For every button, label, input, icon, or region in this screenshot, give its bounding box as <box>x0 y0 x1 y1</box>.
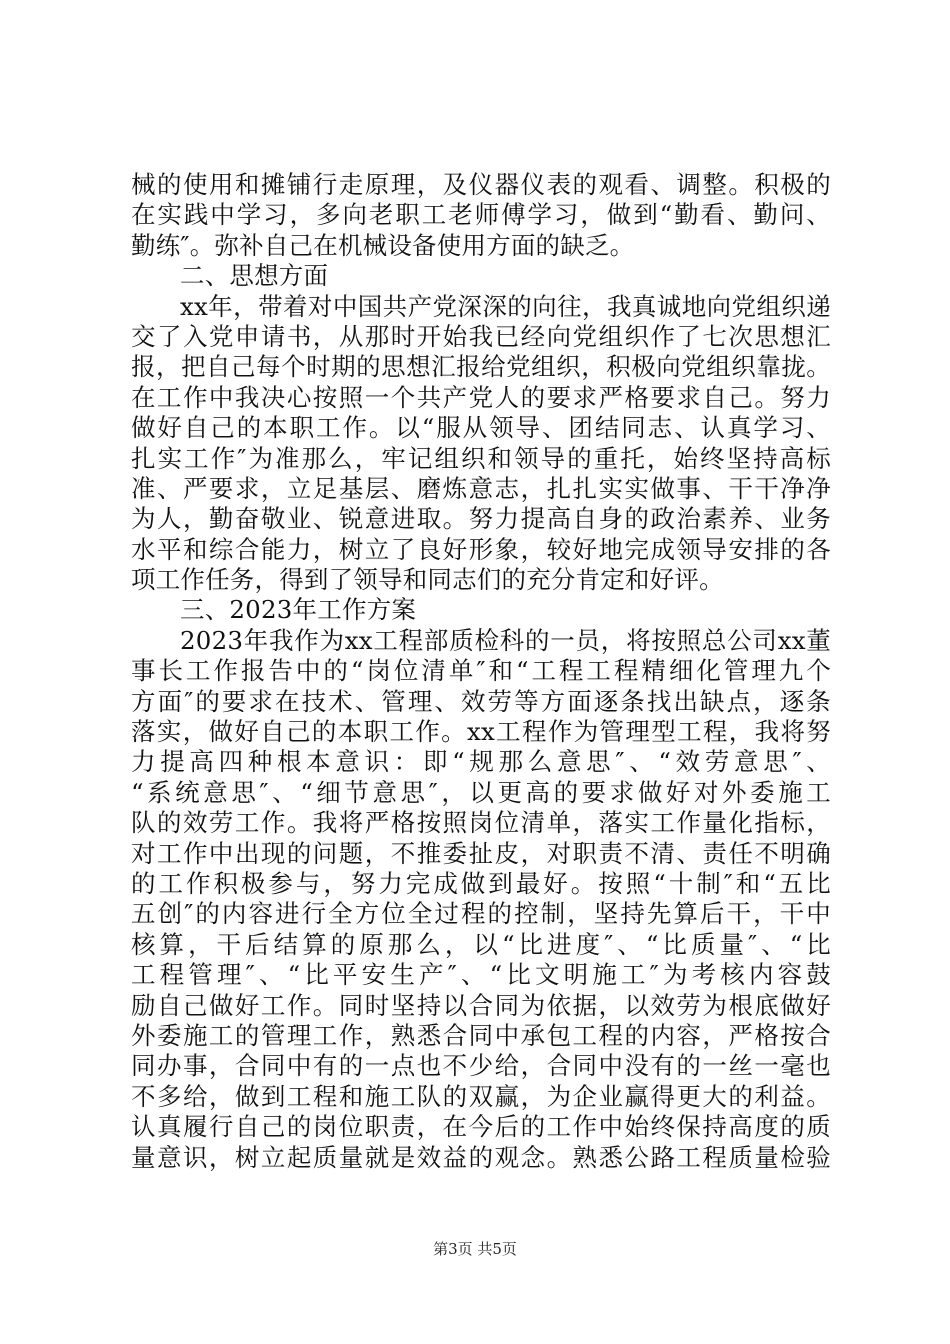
body-line: 五创″的内容进行全方位全过程的控制，坚持先算后干，干中 <box>131 899 831 929</box>
body-line: “系统意思″、“细节意思″，以更高的要求做好对外委施工 <box>131 777 831 807</box>
body-line: 认真履行自己的岗位职责，在今后的工作中始终保持高度的质 <box>131 1112 831 1142</box>
body-line: 水平和综合能力，树立了良好形象，较好地完成领导安排的各 <box>131 534 831 564</box>
page-number-footer: 第3页 共5页 <box>433 1240 517 1258</box>
body-line: 的工作积极参与，努力完成做到最好。按照“十制″和“五比 <box>131 868 831 898</box>
body-line: 核算，干后结算的原那么，以“比进度″、“比质量″、“比 <box>131 929 831 959</box>
body-line: 在实践中学习，多向老职工老师傅学习，做到“勤看、勤问、 <box>131 200 831 230</box>
body-line: 励自己做好工作。同时坚持以合同为依据，以效劳为根底做好 <box>131 990 831 1020</box>
body-line: 为人，勤奋敬业、锐意进取。努力提高自身的政治素养、业务 <box>131 504 831 534</box>
body-line: 在工作中我决心按照一个共产党人的要求严格要求自己。努力 <box>131 382 831 412</box>
body-line: 准、严要求，立足基层、磨炼意志，扎扎实实做事、干干净净 <box>131 473 831 503</box>
body-line: 工程管理″、“比平安生产″、“比文明施工″为考核内容鼓 <box>131 960 831 990</box>
body-line: 不多给，做到工程和施工队的双赢，为企业赢得更大的利益。 <box>131 1081 831 1111</box>
body-line: xx年，带着对中国共产党深深的向往，我真诚地向党组织递 <box>180 291 831 321</box>
body-line: 2023年我作为xx工程部质检科的一员，将按照总公司xx董 <box>180 625 831 655</box>
body-line: 扎实工作″为准那么，牢记组织和领导的重托，始终坚持高标 <box>131 443 831 473</box>
body-line: 方面″的要求在技术、管理、效劳等方面逐条找出缺点，逐条 <box>131 686 831 716</box>
section-heading-thought: 二、思想方面 <box>180 261 329 291</box>
body-line: 落实，做好自己的本职工作。xx工程作为管理型工程，我将努 <box>131 717 831 747</box>
body-line: 量意识，树立起质量就是效益的观念。熟悉公路工程质量检验 <box>131 1142 831 1172</box>
body-line: 械的使用和摊铺行走原理，及仪器仪表的观看、调整。积极的 <box>131 170 831 199</box>
document-body <box>131 170 831 1173</box>
body-line: 外委施工的管理工作，熟悉合同中承包工程的内容，严格按合 <box>131 1020 831 1050</box>
body-line: 做好自己的本职工作。以“服从领导、团结同志、认真学习、 <box>131 413 831 443</box>
body-line: 事长工作报告中的“岗位清单″和“工程工程精细化管理九个 <box>131 656 831 686</box>
body-line: 队的效劳工作。我将严格按照岗位清单，落实工作量化指标， <box>131 808 831 838</box>
body-line: 对工作中出现的问题，不推委扯皮，对职责不清、责任不明确 <box>131 838 831 868</box>
section-heading-plan: 三、2023年工作方案 <box>180 595 417 625</box>
body-line: 勤练″。弥补自己在机械设备使用方面的缺乏。 <box>131 230 635 260</box>
body-line: 项工作任务，得到了领导和同志们的充分肯定和好评。 <box>131 565 724 595</box>
body-line: 交了入党申请书，从那时开始我已经向党组织作了七次思想汇 <box>131 321 831 351</box>
body-line: 力提高四种根本意识：即“规那么意思″、“效劳意思″、 <box>131 747 831 777</box>
body-line: 报，把自己每个时期的思想汇报给党组织，积极向党组织靠拢。 <box>131 352 831 382</box>
body-line: 同办事，合同中有的一点也不少给，合同中没有的一丝一毫也 <box>131 1051 831 1081</box>
